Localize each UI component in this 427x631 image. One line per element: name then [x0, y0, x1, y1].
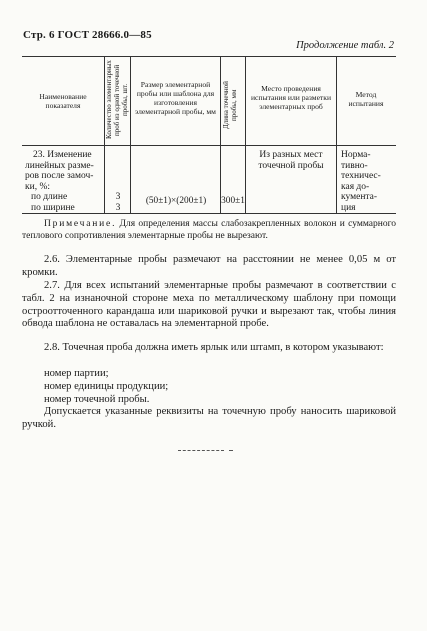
header-method: Метод испытания	[348, 90, 384, 108]
row-indicator-line: ки, %:	[25, 181, 51, 192]
list-item: номер точечной пробы.	[44, 393, 150, 405]
row-method-line: тивно-	[341, 160, 368, 171]
table-col-divider	[130, 56, 131, 213]
row-method-line: ция	[341, 202, 356, 213]
list-item: номер единицы продукции;	[44, 380, 169, 392]
paragraph-2-7: 2.7. Для всех испытаний элементарные пробы размечают в соответствии с табл. 2 на изнаночной стороне меха по металлическому шаблону при помощи остроотточенного карандаша или шариковой ручки и вырезают так, чтобы линия обвода шаблона не оставалась на элементарной пробе.	[22, 280, 396, 330]
header-count: Количество элементарных проб из одной точечной пробы, шт.	[105, 60, 129, 140]
row-place	[247, 150, 335, 171]
row-indicator-line: по ширине	[31, 202, 75, 213]
note-label: Примечание.	[44, 219, 117, 229]
header-place: Место проведения испытания или разметки элементарных проб	[250, 84, 332, 111]
header-size: Размер элементарной пробы или шаблона для изготовления элементарной пробы, мм	[135, 80, 216, 116]
label-list	[44, 368, 396, 406]
row-method-line: кумента-	[341, 192, 378, 203]
list-item: номер партии;	[44, 368, 109, 379]
table-top-rule	[22, 56, 396, 57]
row-count-value: 3	[115, 192, 121, 202]
table-col-divider	[336, 56, 337, 213]
row-place-line: Из разных мест	[259, 150, 323, 160]
header-indicator: Наименование показателя	[39, 92, 87, 110]
end-ornament	[178, 450, 224, 451]
row-place-line: точечной пробы	[258, 160, 324, 171]
table-col-divider	[245, 56, 246, 213]
row-indicator-line: по длине	[31, 192, 68, 203]
row-size: (50±1)×(200±1)	[145, 196, 207, 206]
row-indicator-name	[25, 150, 103, 214]
row-method	[341, 150, 395, 214]
table-note	[22, 219, 396, 242]
row-count-value: 3	[115, 202, 121, 213]
row-method-line: Норма-	[341, 150, 371, 160]
row-method-line: техничес-	[341, 171, 381, 182]
header-length: Длина точечной пробы, мм	[222, 81, 238, 129]
paragraph-2-6: 2.6. Элементарные пробы размечают на расстоянии не менее 0,05 м от кромки.	[22, 254, 396, 278]
row-indicator-line: 23. Изменение	[33, 150, 92, 160]
end-ornament-tail	[229, 450, 233, 451]
paragraph-final: Допускается указанные реквизиты на точечную пробу наносить шариковой ручкой.	[22, 406, 396, 430]
row-method-line: кая до-	[341, 181, 370, 192]
paragraph-2-8: 2.8. Точечная проба должна иметь ярлык или штамп, в котором указывают:	[44, 342, 384, 353]
note-text: Для определения массы слабозакрепленных волокон и суммарного теплового сопротивления элементарные пробы не вырезают.	[22, 219, 396, 241]
row-count	[112, 192, 124, 213]
continuation-caption: Продолжение табл. 2	[296, 40, 394, 51]
table-header-rule	[22, 145, 396, 146]
table-col-divider	[220, 56, 221, 213]
running-head: Стр. 6 ГОСТ 28666.0—85	[23, 29, 152, 41]
row-indicator-line: ров после замоч-	[25, 171, 94, 182]
row-indicator-line: линейных разме-	[25, 160, 94, 171]
row-length-value: 300±1	[221, 196, 245, 206]
